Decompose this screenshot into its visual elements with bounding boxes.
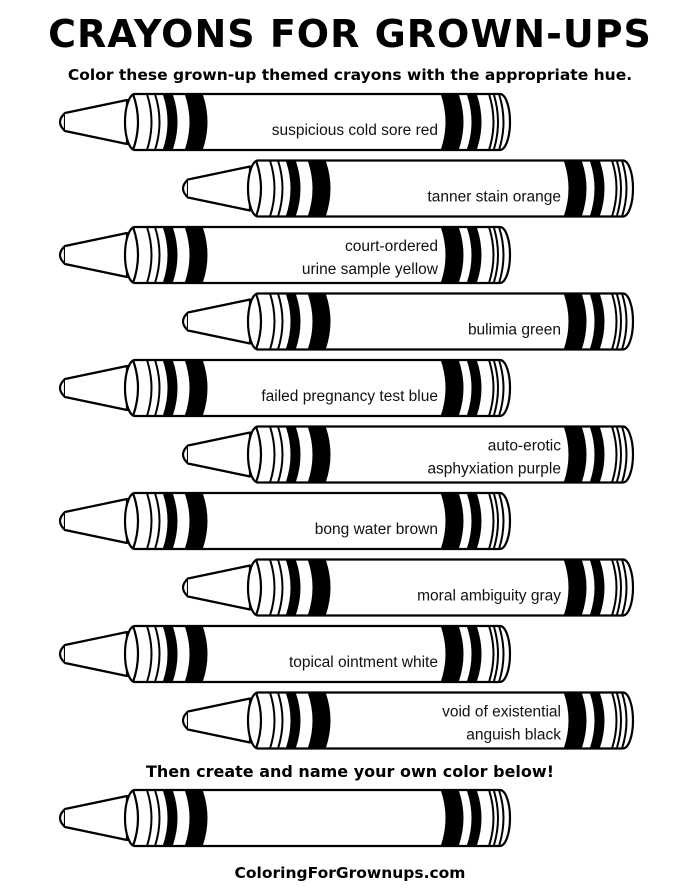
crayon-label: void of existential [442, 703, 561, 721]
crayon [60, 790, 510, 846]
crayon-cone [65, 100, 127, 144]
crayon-label: auto-erotic [487, 437, 561, 455]
crayon-tip [60, 645, 65, 663]
crayon-label: bulimia green [467, 321, 561, 339]
crayon-tip [60, 246, 65, 264]
crayon-cone [65, 233, 127, 277]
crayon-tip [183, 446, 188, 464]
crayon-tip [60, 113, 65, 131]
crayon-tip [60, 512, 65, 530]
crayon [183, 161, 633, 217]
crayon [60, 94, 510, 150]
crayon-label: topical ointment white [288, 654, 438, 671]
crayon-label: anguish black [466, 726, 561, 744]
crayon-cone [65, 796, 127, 840]
crayon-label: failed pregnancy test blue [261, 388, 438, 405]
crayon [60, 626, 510, 682]
crayon [183, 560, 633, 616]
crayon-label: suspicious cold sore red [271, 122, 438, 139]
crayon-cone [65, 632, 127, 676]
page-subtitle: Color these grown-up themed crayons with the appropriate hue. [67, 66, 633, 84]
crayon-cone [65, 499, 127, 543]
crayon-label: moral ambiguity gray [417, 587, 561, 605]
crayon [60, 493, 510, 549]
crayon-cone [188, 699, 250, 743]
crayon-tip [183, 712, 188, 730]
crayon [183, 693, 633, 749]
crayon-cone [188, 433, 250, 477]
crayon-tip [60, 379, 65, 397]
crayon-label: bong water brown [314, 521, 438, 538]
crayon-tip [183, 180, 188, 198]
crayon-tip [183, 579, 188, 597]
crayon [183, 294, 633, 350]
crayon [60, 227, 510, 283]
crayon-tip [60, 809, 65, 827]
crayon-tip [183, 313, 188, 331]
crayon-label: tanner stain orange [427, 188, 561, 206]
crayon [60, 360, 510, 416]
crayon [183, 427, 633, 483]
site-footer: ColoringForGrownups.com [234, 864, 466, 882]
crayon-cone [188, 566, 250, 610]
crayon-cone [65, 366, 127, 410]
create-own-color-prompt: Then create and name your own color below! [146, 762, 554, 781]
crayon-cone [188, 167, 250, 211]
page-title: CRAYONS FOR GROWN-UPS [48, 12, 652, 56]
crayon-label: urine sample yellow [301, 261, 438, 278]
crayon-cone [188, 300, 250, 344]
crayon-label: court-ordered [344, 238, 438, 255]
crayon-label: asphyxiation purple [427, 460, 561, 478]
